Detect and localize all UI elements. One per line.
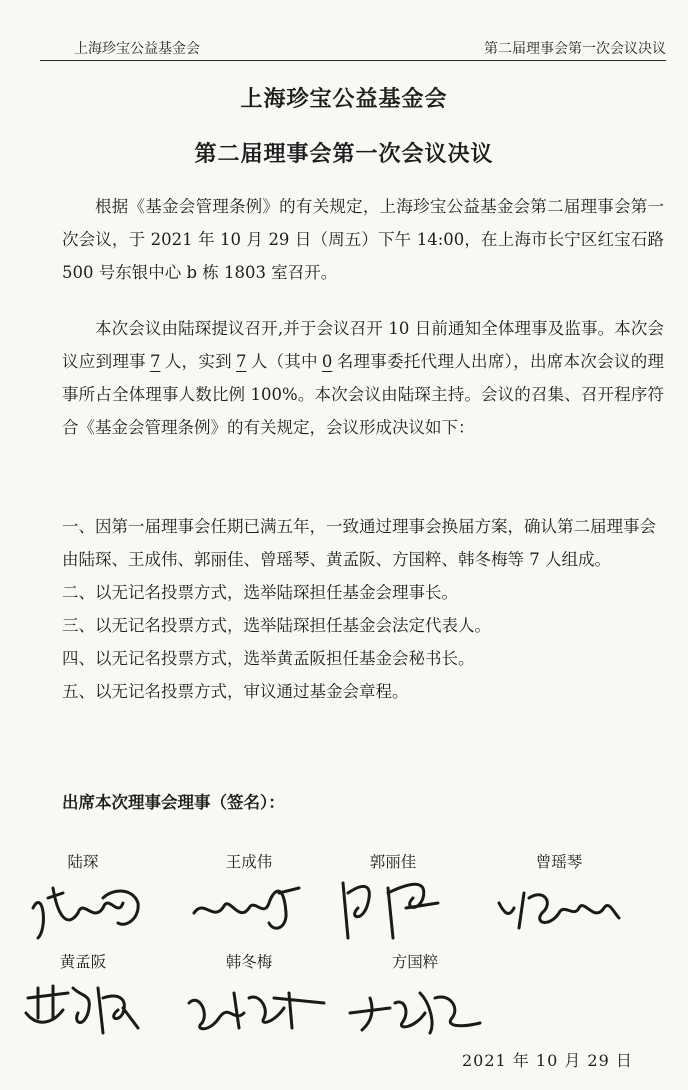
resolution-item: 五、以无记名投票方式，审议通过基金会章程。 (62, 682, 409, 701)
resolution-item: 二、以无记名投票方式，选举陆琛担任基金会理事长。 (62, 583, 458, 602)
director-name: 曾瑶琴 (535, 853, 583, 871)
signature-block (174, 850, 324, 960)
attendance-text-1: 本次会议由陆琛提议召开,并于会议召开 10 日前通知全体理事及监事。本次会议应到理事 (62, 319, 664, 371)
document-title-resolution: 第二届理事会第一次会议决议 (194, 141, 494, 167)
handwritten-signature (318, 868, 468, 948)
director-name: 韩冬梅 (225, 953, 273, 971)
director-name: 陆琛 (67, 853, 99, 871)
attendance-text-4: 名理事委托代理人出席），出席本次会议的理事所占全体理事人数比例 100%。本次会议由陆琛主持。会议的召集、召开程序符合《基金会管理条例》的有关规定，会议形成决议如下： (62, 352, 665, 437)
signature-block (484, 850, 634, 960)
handwritten-signature (8, 868, 158, 948)
header-organization: 上海珍宝公益基金会 (74, 41, 200, 57)
handwritten-signature (8, 968, 158, 1048)
resolution-item: 一、因第一届理事会任期已满五年，一致通过理事会换届方案，确认第二届理事会由陆琛、王成伟、郭丽佳、曾瑶琴、黄孟阪、方国粹、韩冬梅等 7 人组成。 (62, 517, 656, 569)
handwritten-signature (174, 868, 324, 948)
resolutions-list (62, 510, 662, 708)
attendance-paragraph (62, 312, 664, 444)
should-attend-count: 7 (149, 352, 161, 371)
attendance-text-3: 人（其中 (250, 352, 318, 371)
document-title-organization: 上海珍宝公益基金会 (240, 86, 448, 112)
proxy-count: 0 (321, 352, 333, 371)
intro-paragraph: 根据《基金会管理条例》的有关规定，上海珍宝公益基金会第二届理事会第一次会议，于 2021 年 10 月 29 日（周五）下午 14:00，在上海市长宁区红宝石路 500 号东银中心 b 栋 1803 室召开。 (62, 197, 664, 282)
director-name: 黄孟阪 (59, 953, 107, 971)
header-document-title: 第二届理事会第一次会议决议 (484, 41, 666, 57)
signature-block (174, 950, 324, 1060)
attendance-text-2: 人，实到 (164, 352, 232, 371)
signature-block (8, 850, 158, 960)
resolution-item: 三、以无记名投票方式，选举陆琛担任基金会法定代表人。 (62, 616, 491, 635)
resolution-item: 四、以无记名投票方式，选举黄孟阪担任基金会秘书长。 (62, 649, 475, 668)
signature-block (340, 950, 490, 1060)
resolution-date: 2021 年 10 月 29 日 (462, 1051, 633, 1070)
director-name: 郭丽佳 (369, 853, 417, 871)
signature-block (318, 850, 468, 960)
director-name: 方国粹 (391, 953, 439, 971)
signature-block (8, 950, 158, 1060)
handwritten-signature (484, 868, 634, 948)
director-name: 王成伟 (225, 853, 273, 871)
page-header (40, 34, 666, 61)
signature-heading: 出席本次理事会理事（签名）： (62, 793, 285, 812)
attended-count: 7 (235, 352, 247, 371)
handwritten-signature (340, 968, 500, 1048)
handwritten-signature (174, 968, 344, 1048)
